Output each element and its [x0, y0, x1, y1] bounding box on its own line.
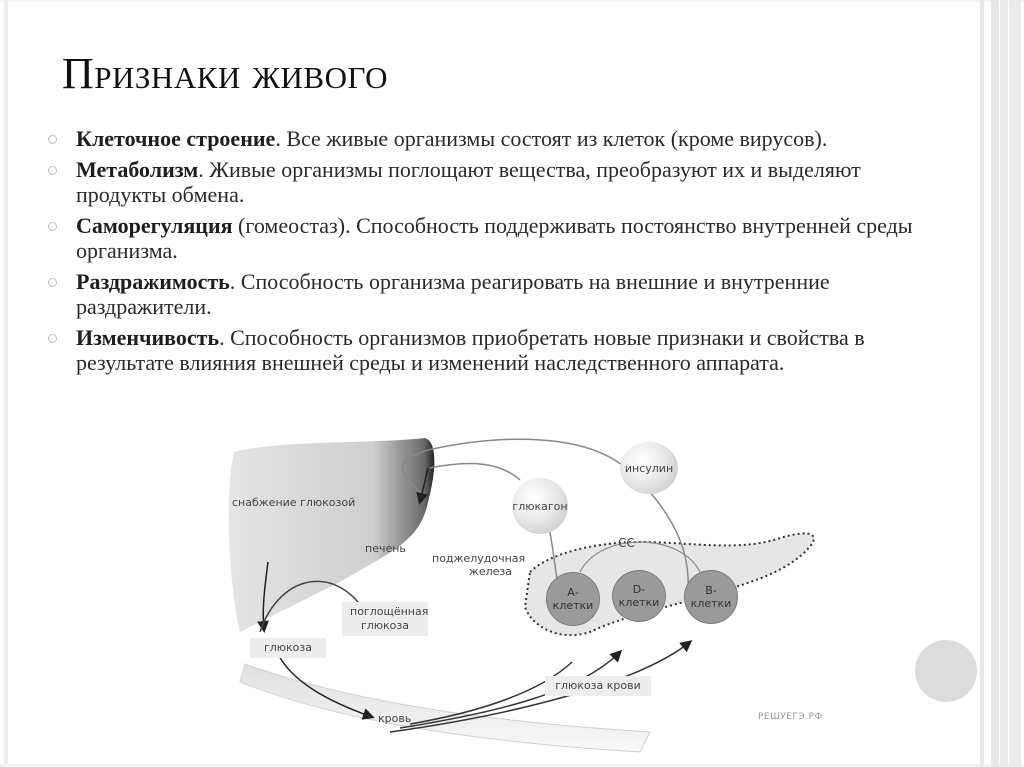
pancreas-label: поджелудочная железа — [432, 552, 526, 578]
circle-bullet-icon — [48, 135, 57, 144]
d-cells: D-клетки — [612, 570, 666, 622]
circle-bullet-icon — [48, 166, 57, 175]
glucagon-ball: глюкагон — [512, 478, 568, 534]
decorative-circle — [915, 640, 977, 702]
circle-bullet-icon — [48, 334, 57, 343]
bullet-item — [48, 213, 928, 263]
bullet-list — [48, 126, 928, 381]
bullet-item — [48, 269, 928, 319]
slide-title: Признаки живого — [62, 49, 389, 98]
b-cells: В-клетки — [684, 570, 738, 624]
insulin-ball: инсулин — [620, 442, 678, 494]
liver-supply-label: снабжение глюкозой — [232, 496, 356, 509]
absorbed-glucose-box: поглощённая глюкоза — [342, 602, 428, 636]
bullet-term: Метаболизм — [76, 157, 199, 182]
bullet-term: Изменчивость — [76, 325, 220, 350]
bullet-term: Клеточное строение — [76, 126, 276, 151]
a-cells: А-клетки — [546, 572, 600, 626]
ss-label: СС — [618, 536, 635, 550]
bullet-text: . Способность организма реагировать на внешние и внутренние раздражители. — [76, 269, 830, 319]
top-border — [0, 0, 1024, 2]
glucose-box: глюкоза — [250, 638, 326, 658]
right-decorative-stripes — [980, 0, 1024, 767]
bullet-text: (гомеостаз). Способность поддерживать постоянство внутренней среды организма. — [76, 213, 913, 263]
bullet-item — [48, 157, 928, 207]
bullet-item — [48, 126, 928, 151]
bullet-text: . Способность организмов приобретать новые признаки и свойства в результате влияния внешней среды и изменений наследственного аппарата. — [76, 325, 865, 375]
bullet-term: Саморегуляция — [76, 213, 233, 238]
bullet-text: . Все живые организмы состоят из клеток (кроме вирусов). — [275, 126, 828, 151]
liver-label: печень — [365, 542, 406, 555]
blood-glucose-box: глюкоза крови — [545, 676, 651, 696]
bullet-text: . Живые организмы поглощают вещества, преобразуют их и выделяют продукты обмена. — [76, 157, 861, 207]
blood-label: кровь — [378, 712, 412, 725]
bullet-term: Раздражимость — [76, 269, 230, 294]
glucose-regulation-diagram — [220, 432, 840, 762]
circle-bullet-icon — [48, 278, 57, 287]
circle-bullet-icon — [48, 222, 57, 231]
watermark: РЕШУЕГЭ.РФ — [758, 712, 823, 722]
left-border — [4, 0, 8, 767]
bullet-item — [48, 325, 928, 375]
